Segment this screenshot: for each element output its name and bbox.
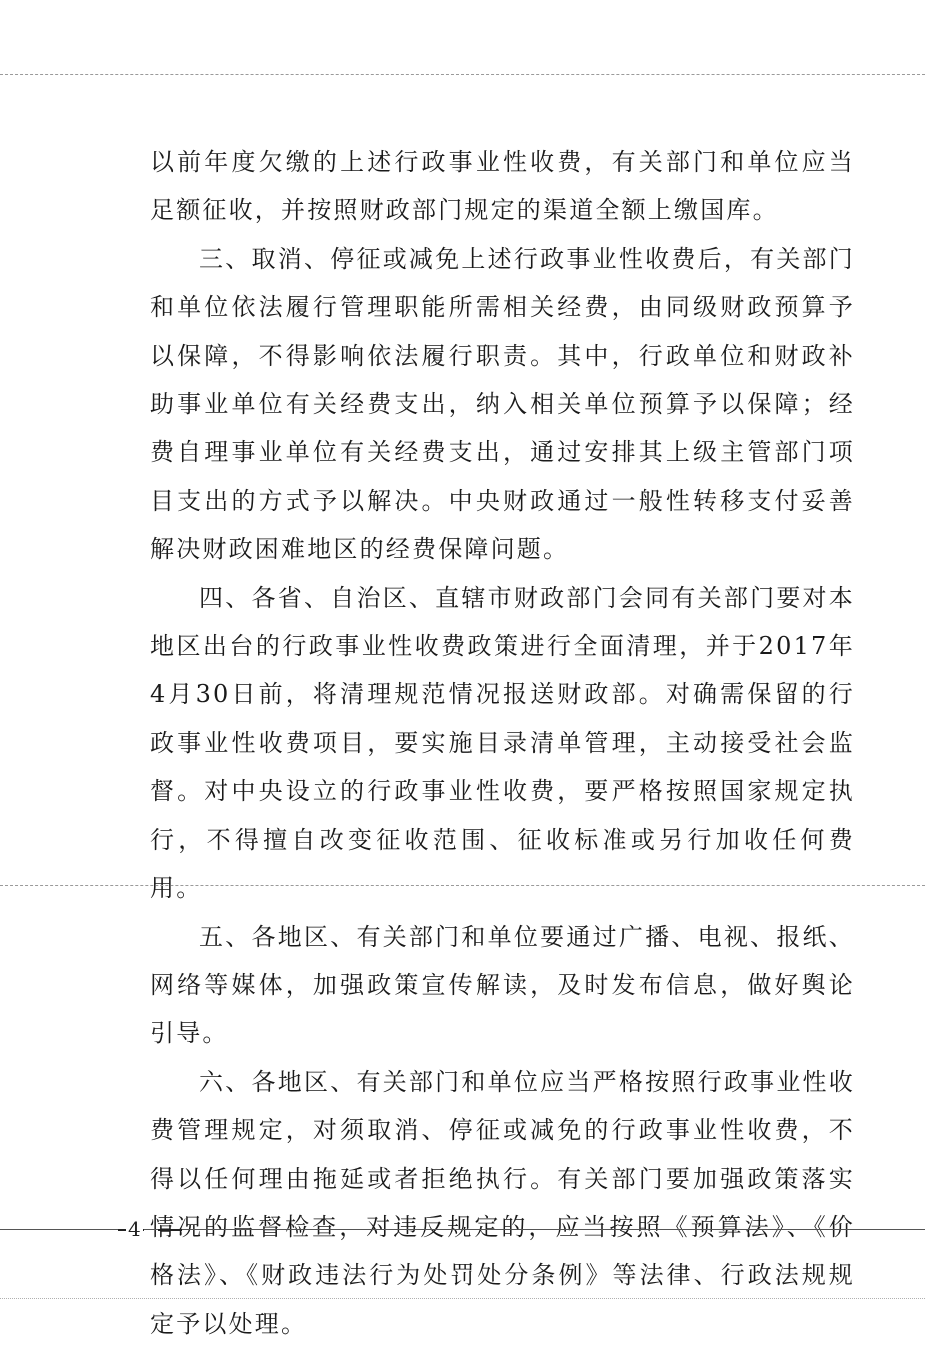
scan-artifact-line-top <box>0 74 925 75</box>
scan-artifact-line-middle <box>0 885 925 886</box>
paragraph-item-5: 五、各地区、有关部门和单位要通过广播、电视、报纸、网络等媒体，加强政策宣传解读，及时发布信息，做好舆论引导。 <box>150 922 855 1048</box>
page-number: 4 <box>128 1217 141 1241</box>
paragraph-continuation: 以前年度欠缴的上述行政事业性收费，有关部门和单位应当足额征收，并按照财政部门规定的渠道全额上缴国库。 <box>150 148 855 225</box>
paragraph-item-6: 六、各地区、有关部门和单位应当严格按照行政事业性收费管理规定，对须取消、停征或减免的行政事业性收费，不得以任何理由拖延或者拒绝执行。有关部门要加强政策落实情况的监督检查，对违反规定的，应当按照《预算法》、《价格法》、《财政违法行为处罚处分条例》等法律、行政法规规定予以处理。 <box>150 1067 855 1338</box>
paragraph-item-4: 四、各省、自治区、直辖市财政部门会同有关部门要对本地区出台的行政事业性收费政策进行全面清理，并于2017年4月30日前，将清理规范情况报送财政部。对确需保留的行政事业性收费项目，要实施目录清单管理，主动接受社会监督。对中央设立的行政事业性收费，要严格按照国家规定执行，不得擅自改变征收范围、征收标准或另行加收任何费用。 <box>150 583 855 903</box>
scan-artifact-line-bottom <box>0 1298 925 1299</box>
page-number-dash-right <box>158 1229 182 1231</box>
paragraph-item-3: 三、取消、停征或减免上述行政事业性收费后，有关部门和单位依法履行管理职能所需相关经费，由同级财政预算予以保障，不得影响依法履行职责。其中，行政单位和财政补助事业单位有关经费支出，纳入相关单位预算予以保障；经费自理事业单位有关经费支出，通过安排其上级主管部门项目支出的方式予以解决。中央财政通过一般性转移支付妥善解决财政困难地区的经费保障问题。 <box>150 244 855 564</box>
document-body <box>150 138 855 1348</box>
